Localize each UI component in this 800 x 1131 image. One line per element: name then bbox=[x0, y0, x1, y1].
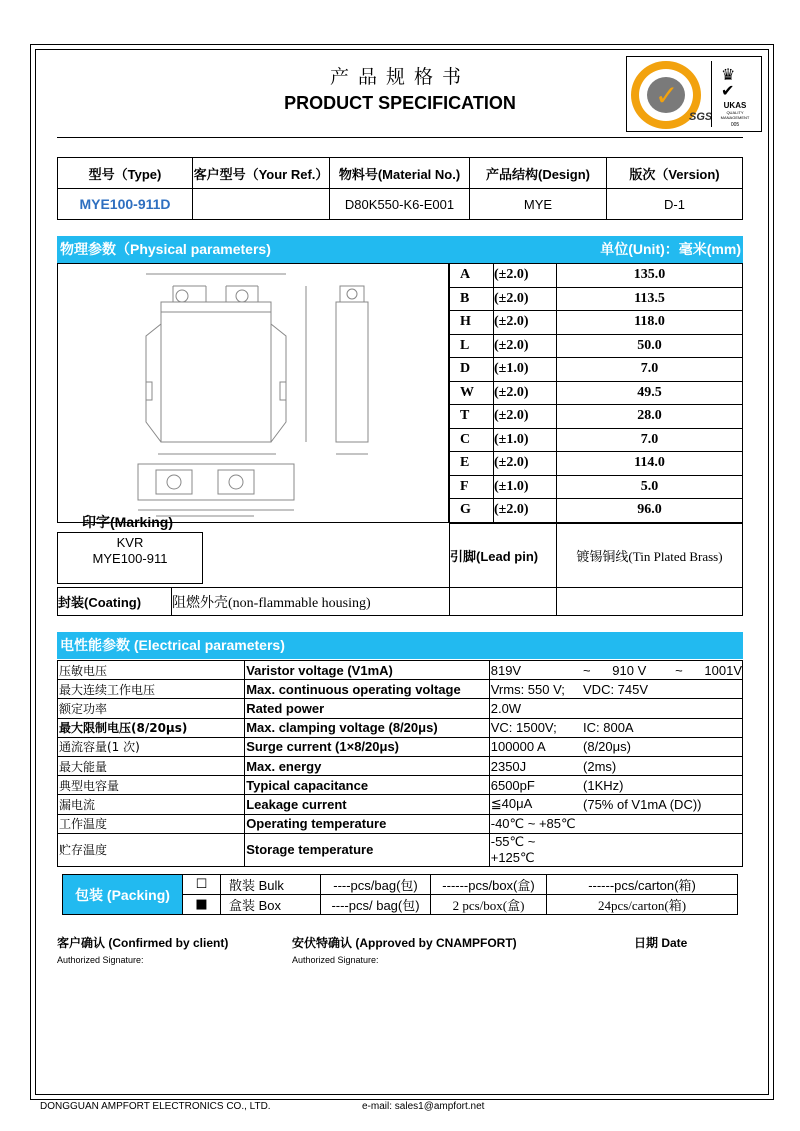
dimension-table bbox=[449, 263, 743, 523]
physical-title: 物理参数（Physical parameters) bbox=[60, 241, 271, 257]
elec-value-2: (75% of V1mA (DC)) bbox=[582, 795, 742, 814]
packing-box: 2 pcs/box(盒) bbox=[431, 895, 547, 915]
type-table-values bbox=[58, 189, 743, 220]
elec-cn: 工作温度 bbox=[58, 814, 245, 833]
dim-value: 118.0 bbox=[557, 311, 743, 335]
elec-value-1: -40℃ ~ +85℃ bbox=[489, 814, 582, 833]
marking-line-1: KVR bbox=[116, 535, 144, 550]
packing-table bbox=[62, 874, 738, 915]
dim-value: 7.0 bbox=[557, 358, 743, 382]
dim-row-b bbox=[450, 287, 743, 311]
elec-value-2: ~ 910 V ~ 1001V bbox=[582, 661, 742, 680]
dim-tolerance: (±2.0) bbox=[494, 405, 557, 429]
elec-en: Max. energy bbox=[245, 756, 490, 775]
dim-letter: D bbox=[450, 358, 494, 382]
packing-checkbox-box[interactable]: ■ bbox=[183, 895, 221, 915]
lead-pin-table bbox=[449, 523, 743, 588]
iso-check-icon: ✓ bbox=[655, 79, 679, 112]
dim-row-c bbox=[450, 428, 743, 452]
packing-bag: ----pcs/bag(包) bbox=[321, 875, 431, 895]
elec-en: Varistor voltage (V1mA) bbox=[245, 661, 490, 680]
lead-pin-row bbox=[450, 524, 743, 588]
dim-value: 49.5 bbox=[557, 381, 743, 405]
packing-bag: ----pcs/ bag(包) bbox=[321, 895, 431, 915]
dim-value: 114.0 bbox=[557, 452, 743, 476]
elec-row bbox=[58, 814, 743, 833]
elec-cn: 漏电流 bbox=[58, 795, 245, 814]
crown-icon: ♛ bbox=[721, 65, 736, 84]
client-confirm: 客户确认 (Confirmed by client) bbox=[57, 936, 229, 950]
lead-pin-label: 引脚(Lead pin) bbox=[450, 524, 557, 588]
elec-value-1: Vrms: 550 V; bbox=[489, 680, 582, 699]
dimension-drawing-svg bbox=[58, 264, 450, 524]
dim-letter: W bbox=[450, 381, 494, 405]
ukas-number: 005 bbox=[730, 122, 740, 128]
dim-tolerance: (±2.0) bbox=[494, 311, 557, 335]
elec-row bbox=[58, 699, 743, 718]
design-value: MYE bbox=[470, 189, 607, 220]
elec-value-1: -55℃ ~ +125℃ bbox=[489, 833, 582, 866]
ukas-check-icon: ✔ bbox=[721, 81, 735, 100]
material-value: D80K550-K6-E001 bbox=[330, 189, 470, 220]
dim-value: 135.0 bbox=[557, 264, 743, 288]
dim-tolerance: (±2.0) bbox=[494, 452, 557, 476]
your-ref-header: 客户型号（Your Ref.） bbox=[193, 158, 330, 189]
header-divider bbox=[57, 137, 743, 138]
dim-value: 5.0 bbox=[557, 475, 743, 499]
material-header: 物料号(Material No.) bbox=[330, 158, 470, 189]
lead-pin-value: 镀锡铜线(Tin Plated Brass) bbox=[557, 524, 743, 588]
dim-tolerance: (±2.0) bbox=[494, 334, 557, 358]
packing-label: 包装 (Packing) bbox=[63, 875, 183, 915]
dim-value: 7.0 bbox=[557, 428, 743, 452]
elec-value-1: 100000 A bbox=[489, 737, 582, 756]
dim-value: 28.0 bbox=[557, 405, 743, 429]
sgs-label: SGS bbox=[689, 111, 713, 123]
dim-letter: H bbox=[450, 311, 494, 335]
elec-en: Max. continuous operating voltage bbox=[245, 680, 490, 699]
elec-row bbox=[58, 776, 743, 795]
elec-row bbox=[58, 756, 743, 775]
dim-row-d bbox=[450, 358, 743, 382]
coating-table bbox=[57, 587, 743, 616]
elec-value-2 bbox=[582, 699, 742, 718]
client-signature: Authorized Signature: bbox=[57, 955, 144, 965]
packing-type: 散装 Bulk bbox=[221, 875, 321, 895]
elec-row bbox=[58, 680, 743, 699]
dim-value: 113.5 bbox=[557, 287, 743, 311]
dim-letter: C bbox=[450, 428, 494, 452]
elec-value-2 bbox=[582, 814, 742, 833]
elec-cn: 贮存温度 bbox=[58, 833, 245, 866]
dim-tolerance: (±2.0) bbox=[494, 287, 557, 311]
ukas-label: UKAS bbox=[723, 101, 747, 110]
elec-value-1: 2350J bbox=[489, 756, 582, 775]
marking-box bbox=[57, 532, 203, 584]
certification-logos bbox=[626, 56, 762, 132]
coating-value: 阻燃外壳(non-flammable housing) bbox=[172, 588, 450, 616]
dim-tolerance: (±2.0) bbox=[494, 499, 557, 523]
dim-row-l bbox=[450, 334, 743, 358]
dim-row-f bbox=[450, 475, 743, 499]
elec-value-2: IC: 800A bbox=[582, 718, 742, 737]
approved-signature: Authorized Signature: bbox=[292, 955, 379, 965]
elec-en: Rated power bbox=[245, 699, 490, 718]
elec-row bbox=[58, 718, 743, 737]
elec-value-1: VC: 1500V; bbox=[489, 718, 582, 737]
elec-row bbox=[58, 833, 743, 866]
dim-row-e bbox=[450, 452, 743, 476]
type-table bbox=[57, 157, 743, 220]
title-chinese: 产品规格书 bbox=[329, 66, 470, 88]
packing-row-bulk bbox=[63, 875, 738, 895]
physical-section-bar bbox=[57, 236, 743, 263]
coating-empty-2 bbox=[557, 588, 743, 616]
coating-row bbox=[58, 588, 743, 616]
elec-en: Typical capacitance bbox=[245, 776, 490, 795]
elec-value-1: ≦40μA bbox=[489, 795, 582, 814]
elec-row bbox=[58, 737, 743, 756]
date-label: 日期 Date bbox=[634, 936, 688, 950]
elec-value-2: (8/20μs) bbox=[582, 737, 742, 756]
elec-cn: 通流容量(1 次) bbox=[58, 737, 245, 756]
elec-cn: 最大能量 bbox=[58, 756, 245, 775]
company-email: e-mail: sales1@ampfort.net bbox=[362, 1101, 485, 1112]
elec-cn: 额定功率 bbox=[58, 699, 245, 718]
elec-value-1: 2.0W bbox=[489, 699, 582, 718]
elec-en: Surge current (1×8/20μs) bbox=[245, 737, 490, 756]
elec-value-2: (2ms) bbox=[582, 756, 742, 775]
packing-carton: 24pcs/carton(箱) bbox=[547, 895, 738, 915]
electrical-section-bar bbox=[57, 632, 743, 659]
elec-cn: 典型电容量 bbox=[58, 776, 245, 795]
elec-value-1: 6500pF bbox=[489, 776, 582, 795]
elec-row bbox=[58, 661, 743, 680]
dim-letter: L bbox=[450, 334, 494, 358]
electrical-title: 电性能参数 (Electrical parameters) bbox=[60, 637, 285, 653]
title-english: PRODUCT SPECIFICATION bbox=[284, 93, 516, 113]
dim-letter: A bbox=[450, 264, 494, 288]
dim-row-w bbox=[450, 381, 743, 405]
company-name: DONGGUAN AMPFORT ELECTRONICS CO., LTD. bbox=[40, 1101, 271, 1112]
version-header: 版次（Version) bbox=[607, 158, 743, 189]
dim-tolerance: (±1.0) bbox=[494, 475, 557, 499]
elec-en: Max. clamping voltage (8/20μs) bbox=[245, 718, 490, 737]
dim-row-g bbox=[450, 499, 743, 523]
physical-unit: 单位(Unit)：毫米(mm) bbox=[600, 241, 741, 257]
dim-tolerance: (±1.0) bbox=[494, 428, 557, 452]
dim-value: 96.0 bbox=[557, 499, 743, 523]
marking-label: 印字(Marking) bbox=[82, 514, 173, 530]
dim-tolerance: (±2.0) bbox=[494, 381, 557, 405]
dimension-drawing bbox=[57, 263, 449, 523]
dim-tolerance: (±2.0) bbox=[494, 264, 557, 288]
elec-cn: 最大限制电压(8/20μs) bbox=[58, 718, 245, 737]
elec-en: Leakage current bbox=[245, 795, 490, 814]
dim-value: 50.0 bbox=[557, 334, 743, 358]
elec-row bbox=[58, 795, 743, 814]
marking-line-2: MYE100-911 bbox=[92, 551, 168, 566]
elec-value-2: (1KHz) bbox=[582, 776, 742, 795]
coating-label: 封装(Coating) bbox=[58, 588, 172, 616]
electrical-table bbox=[57, 660, 743, 867]
approved-confirm: 安伏特确认 (Approved by CNAMPFORT) bbox=[292, 936, 517, 950]
packing-checkbox-bulk[interactable]: ☐ bbox=[183, 875, 221, 895]
your-ref-value bbox=[193, 189, 330, 220]
dim-letter: B bbox=[450, 287, 494, 311]
elec-value-1: 819V bbox=[489, 661, 582, 680]
dim-row-a bbox=[450, 264, 743, 288]
dim-tolerance: (±1.0) bbox=[494, 358, 557, 382]
dim-letter: E bbox=[450, 452, 494, 476]
elec-cn: 压敏电压 bbox=[58, 661, 245, 680]
dim-letter: G bbox=[450, 499, 494, 523]
elec-value-2: VDC: 745V bbox=[582, 680, 742, 699]
type-value: MYE100-911D bbox=[58, 189, 193, 220]
packing-box: ------pcs/box(盒) bbox=[431, 875, 547, 895]
dim-row-t bbox=[450, 405, 743, 429]
dim-letter: F bbox=[450, 475, 494, 499]
dim-letter: T bbox=[450, 405, 494, 429]
coating-empty-1 bbox=[450, 588, 557, 616]
ukas-sub-label: QUALITY MANAGEMENT bbox=[720, 110, 750, 120]
elec-cn: 最大连续工作电压 bbox=[58, 680, 245, 699]
elec-en: Storage temperature bbox=[245, 833, 490, 866]
type-header: 型号（Type) bbox=[58, 158, 193, 189]
dim-row-h bbox=[450, 311, 743, 335]
design-header: 产品结构(Design) bbox=[470, 158, 607, 189]
packing-type: 盒装 Box bbox=[221, 895, 321, 915]
elec-en: Operating temperature bbox=[245, 814, 490, 833]
elec-value-2 bbox=[582, 833, 742, 866]
packing-carton: ------pcs/carton(箱) bbox=[547, 875, 738, 895]
type-table-header bbox=[58, 158, 743, 189]
version-value: D-1 bbox=[607, 189, 743, 220]
